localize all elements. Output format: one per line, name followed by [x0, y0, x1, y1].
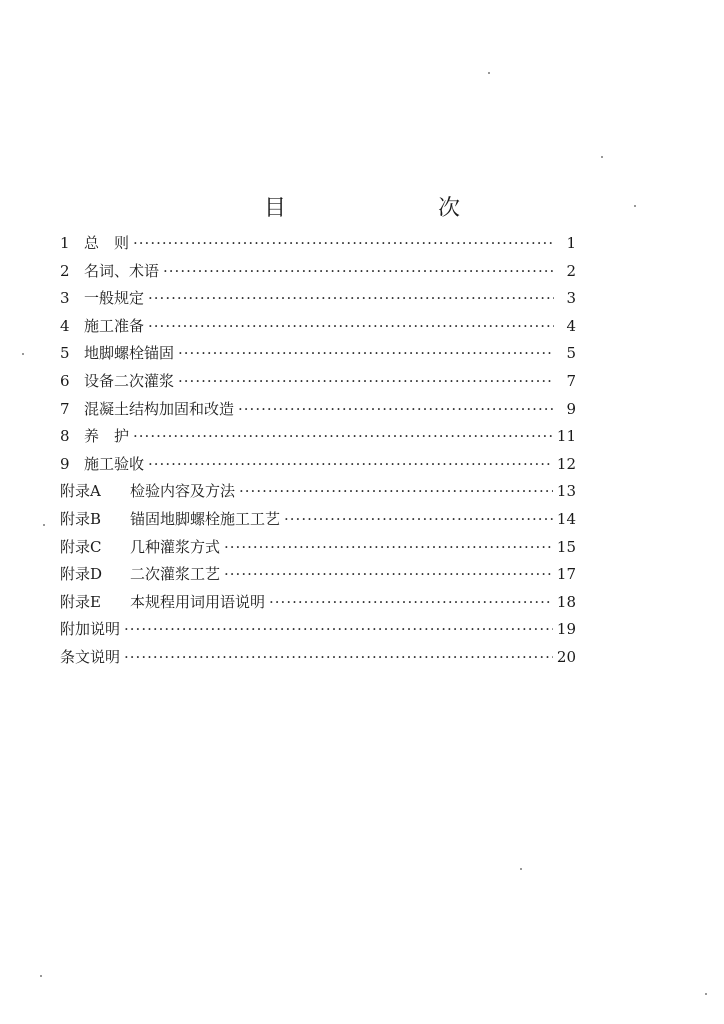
toc-entry-page: 3	[566, 289, 576, 308]
toc-entry-number: 附录E	[60, 592, 101, 611]
scan-speck	[601, 156, 603, 158]
toc-entry-page: 19	[556, 620, 576, 639]
toc-entry-number: 附录C	[60, 537, 102, 556]
dot-leader	[224, 538, 553, 556]
dot-leader	[124, 620, 553, 638]
dot-leader	[148, 455, 553, 473]
toc-entry-number: 附录D	[60, 565, 103, 584]
toc-entry-label: 本规程用词用语说明	[130, 592, 266, 611]
dot-leader	[284, 510, 553, 528]
toc-entry-5[interactable]	[60, 342, 576, 370]
dot-leader	[124, 648, 553, 666]
toc-entry-page: 4	[566, 316, 576, 335]
toc-entry-number: 9	[60, 454, 70, 473]
dot-leader	[224, 565, 553, 583]
toc-entry-label: 一般规定	[84, 289, 145, 308]
toc-entry-number: 1	[60, 234, 70, 252]
toc-entry-1[interactable]	[60, 232, 576, 260]
scan-speck	[22, 353, 24, 355]
dot-leader	[269, 593, 553, 611]
toc-entry-2[interactable]	[60, 260, 576, 288]
toc-entry-label: 名词、术语	[84, 261, 160, 280]
toc-entry-label: 总 则	[84, 234, 130, 252]
toc-entry-appendix-a[interactable]	[60, 480, 576, 508]
toc-entry-page: 18	[556, 592, 576, 611]
toc-entry-label: 施工验收	[84, 454, 145, 473]
toc-entry-additional-notes[interactable]	[60, 618, 576, 646]
scan-speck	[705, 993, 707, 995]
toc-entry-number: 2	[60, 261, 70, 280]
toc-entry-page: 7	[566, 371, 576, 390]
scan-speck	[634, 205, 636, 207]
toc-entry-label: 检验内容及方法	[130, 482, 236, 501]
toc-entry-3[interactable]	[60, 287, 576, 315]
dot-leader	[239, 482, 553, 500]
toc-entry-page: 14	[556, 509, 576, 528]
dot-leader	[178, 372, 554, 390]
scan-speck	[520, 868, 522, 870]
toc-entry-clause-explanation[interactable]	[60, 646, 576, 674]
toc-entry-number: 8	[60, 427, 70, 446]
dot-leader	[133, 234, 554, 252]
table-of-contents	[60, 232, 576, 674]
toc-entry-number: 5	[60, 344, 70, 363]
dot-leader	[163, 262, 554, 280]
toc-entry-number: 附录A	[60, 482, 101, 501]
scan-speck	[488, 72, 490, 74]
toc-entry-appendix-e[interactable]	[60, 591, 576, 619]
toc-entry-label: 附加说明	[60, 620, 121, 639]
page-title: 目 次	[263, 195, 496, 221]
dot-leader	[148, 289, 554, 307]
toc-entry-appendix-b[interactable]	[60, 508, 576, 536]
toc-entry-number: 7	[60, 399, 70, 418]
toc-entry-page: 1	[566, 234, 576, 252]
toc-entry-label: 地脚螺栓锚固	[84, 344, 175, 363]
toc-entry-label: 混凝土结构加固和改造	[84, 399, 235, 418]
toc-entry-label: 条文说明	[60, 647, 121, 666]
toc-entry-number: 4	[60, 316, 70, 335]
toc-entry-page: 12	[556, 454, 576, 473]
toc-entry-page: 5	[566, 344, 576, 363]
toc-entry-9[interactable]	[60, 453, 576, 481]
toc-entry-label: 几种灌浆方式	[130, 537, 221, 556]
toc-entry-page: 13	[556, 482, 576, 501]
scan-speck	[43, 524, 45, 526]
scan-speck	[40, 975, 42, 977]
toc-entry-page: 2	[566, 261, 576, 280]
toc-entry-page: 15	[556, 537, 576, 556]
toc-entry-appendix-d[interactable]	[60, 563, 576, 591]
toc-entry-appendix-c[interactable]	[60, 536, 576, 564]
toc-entry-label: 二次灌浆工艺	[130, 565, 221, 584]
toc-entry-label: 设备二次灌浆	[84, 371, 175, 390]
dot-leader	[148, 317, 554, 335]
toc-entry-label: 锚固地脚螺栓施工工艺	[130, 509, 281, 528]
dot-leader	[178, 344, 554, 362]
toc-entry-label: 养 护	[84, 427, 130, 446]
toc-entry-6[interactable]	[60, 370, 576, 398]
toc-entry-page: 11	[556, 427, 576, 446]
toc-entry-8[interactable]	[60, 425, 576, 453]
toc-entry-number: 3	[60, 289, 70, 308]
toc-entry-number: 6	[60, 371, 70, 390]
toc-entry-7[interactable]	[60, 398, 576, 426]
dot-leader	[238, 400, 554, 418]
toc-entry-label: 施工准备	[84, 316, 145, 335]
toc-entry-number: 附录B	[60, 509, 102, 528]
toc-entry-page: 20	[556, 647, 576, 666]
toc-entry-4[interactable]	[60, 315, 576, 343]
toc-entry-page: 17	[556, 565, 576, 584]
dot-leader	[133, 427, 553, 445]
toc-entry-page: 9	[566, 399, 576, 418]
